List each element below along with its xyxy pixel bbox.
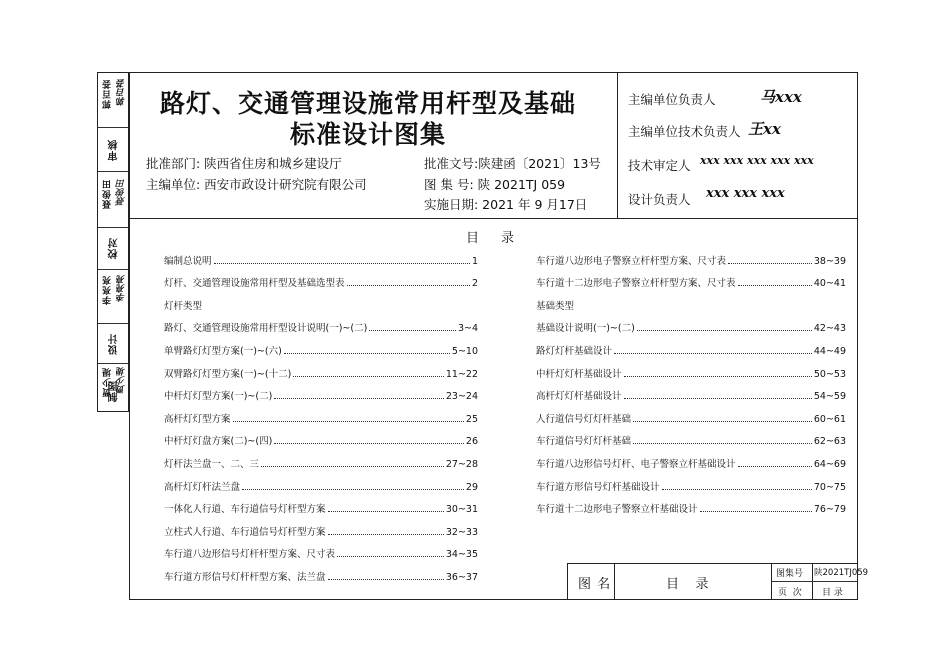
toc-entry[interactable]: 中杆灯灯型方案(一)~(二) 23~24 bbox=[164, 391, 478, 403]
toc-entry[interactable]: 立柱式人行道、车行道信号灯杆型方案 32~33 bbox=[164, 526, 478, 538]
toc-entry[interactable]: 灯杆法兰盘一、二、三 27~28 bbox=[164, 458, 478, 470]
toc-entry[interactable]: 单臂路灯灯型方案(一)~(六) 5~10 bbox=[164, 345, 478, 357]
title-line-2: 标准设计图集 bbox=[290, 120, 447, 149]
toc-entry[interactable]: 高杆灯灯型方案 25 bbox=[164, 413, 478, 425]
toc-entry[interactable]: 车行道方形信号灯杆杆型方案、法兰盘 36~37 bbox=[164, 571, 478, 583]
strip-role: 校对 bbox=[109, 237, 120, 259]
signature-technical-reviewer: xxx xxx xxx xxx xxx bbox=[700, 154, 814, 167]
toc-section-heading: 灯杆类型 bbox=[164, 300, 203, 312]
signature-technical-head: 王xx bbox=[748, 120, 781, 138]
toc-entry[interactable]: 车行道方形信号灯杆基础设计 70~75 bbox=[536, 481, 846, 493]
toc-entry[interactable]: 基础设计说明(一)~(二) 42~43 bbox=[536, 323, 846, 335]
signature-chief-unit-head: 马xxx bbox=[760, 88, 802, 106]
strip-cell-2 bbox=[98, 127, 130, 171]
toc-entry[interactable]: 双臂路灯灯型方案(一)~(十二) 11~22 bbox=[164, 368, 478, 380]
toc-left-column bbox=[164, 244, 478, 583]
strip-cell-3 bbox=[98, 171, 130, 227]
strip-cell-4 bbox=[98, 227, 130, 269]
toc-entry[interactable]: 车行道信号灯灯杆基础 62~63 bbox=[536, 436, 846, 448]
toc-entry[interactable]: 车行道十二边形电子警察立杆基础设计 76~79 bbox=[536, 504, 846, 516]
toc-entry[interactable]: 路灯、交通管理设施常用杆型设计说明(一)~(二) 3~4 bbox=[164, 323, 478, 335]
editor-unit: 主编单位: 西安市政设计研究院有限公司 bbox=[146, 177, 367, 192]
toc-entry[interactable]: 灯杆、交通管理设施常用杆型及基础选型表 2 bbox=[164, 278, 478, 290]
drawing-name-label: 图 名 bbox=[578, 577, 612, 592]
role-design-head: 设计负责人 bbox=[628, 192, 691, 207]
toc-entry[interactable]: 车行道八边形信号灯杆杆型方案、尺寸表 34~35 bbox=[164, 549, 478, 561]
strip-signature: 郭百荟 bbox=[117, 79, 127, 106]
strip-signature: 聂俊田 bbox=[117, 179, 127, 206]
implementation-date: 实施日期: 2021 年 9 月17日 bbox=[424, 197, 588, 212]
toc-entry[interactable]: 车行道十二边形电子警察立杆杆型方案、尺寸表 40~41 bbox=[536, 278, 846, 290]
strip-role: 聂俊田 bbox=[103, 179, 113, 209]
toc-entry[interactable]: 编制总说明 1 bbox=[164, 255, 478, 267]
strip-role: 审核 bbox=[109, 139, 120, 161]
strip-signature: 李亮亮 bbox=[117, 275, 127, 302]
strip-role: 李亮亮 bbox=[103, 275, 113, 305]
drawing-name: 目 录 bbox=[666, 577, 709, 592]
atlas-number: 图 集 号: 陕 2021TJ 059 bbox=[424, 177, 566, 192]
toc-entry[interactable]: 车行道八边形电子警察立杆杆型方案、尺寸表 38~39 bbox=[536, 255, 846, 267]
toc-section-heading: 基础类型 bbox=[536, 300, 575, 312]
strip-role: 郭百荟 bbox=[103, 79, 113, 109]
atlas-number-value: 陕2021TJ059 bbox=[814, 568, 869, 578]
strip-role: 贾少堤 bbox=[103, 367, 113, 397]
toc-entry[interactable]: 路灯灯杆基础设计 44~49 bbox=[536, 345, 846, 357]
strip-cell-5 bbox=[98, 269, 130, 323]
toc-entry[interactable]: 中杆灯灯盘方案(二)~(四) 26 bbox=[164, 436, 478, 448]
strip-cell-6 bbox=[98, 323, 130, 363]
title-line-1: 路灯、交通管理设施常用杆型及基础 bbox=[160, 89, 577, 118]
strip-role: 设计 bbox=[109, 333, 120, 355]
strip-role: 制图 bbox=[109, 380, 120, 402]
toc-entry[interactable]: 一体化人行道、车行道信号灯杆型方案 30~31 bbox=[164, 504, 478, 516]
signature-design-head: xxx xxx xxx bbox=[706, 186, 785, 201]
role-chief-unit-head: 主编单位负责人 bbox=[628, 92, 716, 107]
strip-cell-8 bbox=[97, 370, 129, 412]
role-technical-head: 主编单位技术负责人 bbox=[628, 124, 741, 139]
approval-document: 批准文号:陕建函〔2021〕13号 bbox=[424, 156, 601, 171]
strip-cell-1 bbox=[98, 73, 130, 127]
page-value: 目 录 bbox=[822, 588, 843, 598]
approval-department: 批准部门: 陕西省住房和城乡建设厅 bbox=[146, 156, 342, 171]
toc-entry[interactable]: 高杆灯灯杆法兰盘 29 bbox=[164, 481, 478, 493]
signature-strip bbox=[97, 72, 129, 412]
atlas-number-label: 图集号 bbox=[776, 569, 804, 579]
toc-heading: 目录 bbox=[466, 231, 537, 246]
role-technical-reviewer: 技术审定人 bbox=[628, 158, 691, 173]
toc-entry[interactable]: 中杆灯灯杆基础设计 50~53 bbox=[536, 368, 846, 380]
toc-entry[interactable]: 人行道信号灯灯杆基础 60~61 bbox=[536, 413, 846, 425]
strip-signature: 贾少堤 bbox=[117, 367, 127, 394]
page-label: 页 次 bbox=[778, 588, 802, 598]
toc-right-column bbox=[536, 244, 846, 515]
toc-entry[interactable]: 高杆灯灯杆基础设计 54~59 bbox=[536, 391, 846, 403]
toc-entry[interactable]: 车行道八边形信号灯杆、电子警察立杆基础设计 64~69 bbox=[536, 458, 846, 470]
